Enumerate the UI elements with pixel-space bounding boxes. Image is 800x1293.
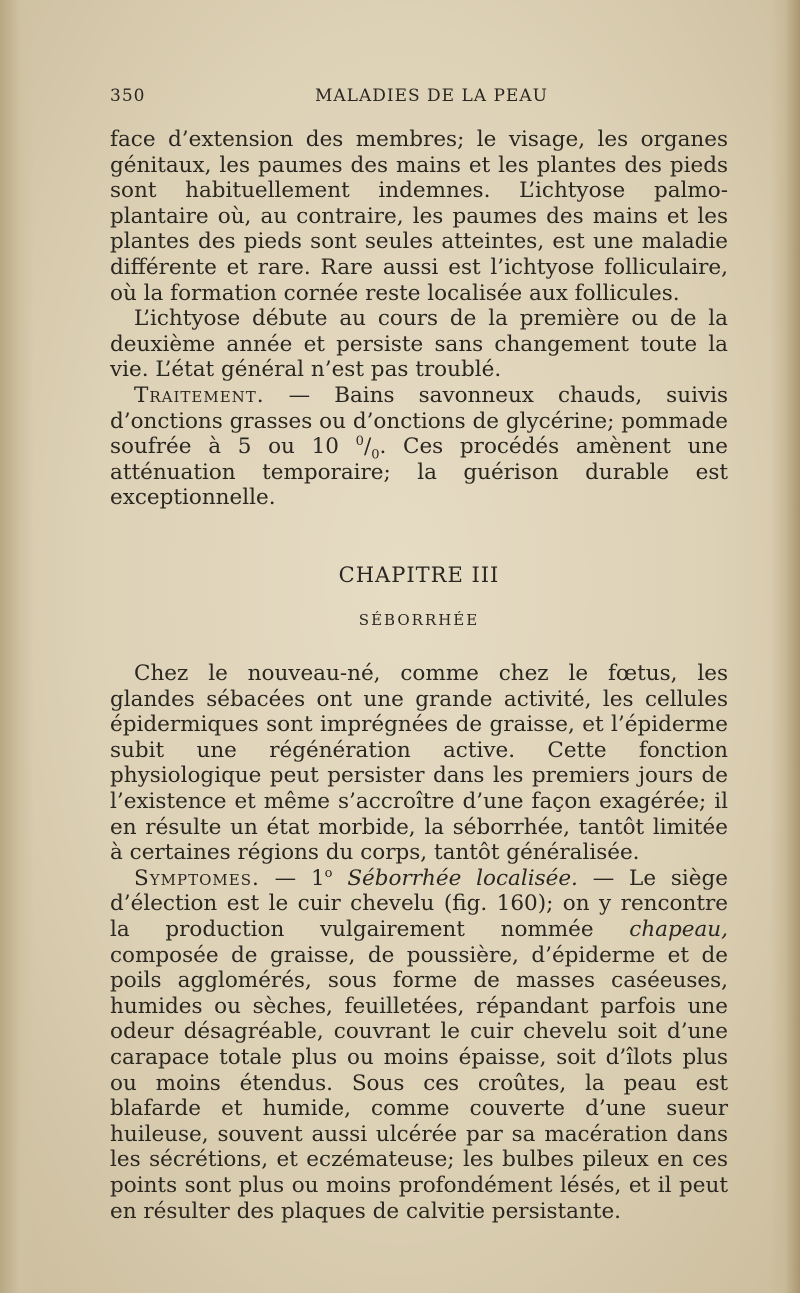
subheading-seborrhee-localisee: Séborrhée localisée. [347,865,578,891]
chapter-subtitle: SÉBORRHÉE [358,610,480,629]
section-label-symptomes: Symptomes. [134,865,260,891]
paragraph-seborrhee-intro: Chez le nouveau-né, comme chez le fœtus, les glandes sébacées ont une grande activité, les cellules épidermiques sont imprégnées de graisse, et l’épiderme subit une régénération active. Cette fonction physiologique peut persister dans les premiers jours de l’existence et même s’accroître d’une façon exagérée; il en résulte un état morbide, la séborrhée, tantôt limitée à certaines régions du corps, tantôt généralisée. [110,661,728,866]
chapter-title: CHAPITRE III [338,562,500,587]
page-number: 350 [110,86,146,106]
symptomes-space [332,866,347,891]
section-gap [110,633,728,661]
page-edge-left [0,0,34,1293]
percent-slash: / [363,434,372,460]
paragraph-symptomes [110,866,728,1224]
page-edge-right [770,0,800,1293]
symptomes-text-c: composée de graisse, de poussière, d’épiderme et de poils agglomérés, sous forme de masses caséeuses, humides ou sèches, feuilletées, répandant parfois une odeur désagréable, couvrant le cuir chevelu soit d’une carapace totale plus ou moins épaisse, soit d’îlots plus ou moins étendus. Sous ces croûtes, la peau est blafarde et humide, comme couverte d’une sueur huileuse, souvent aussi ulcérée par sa macération dans les sécrétions, et eczémateuse; les bulbes pileux en ces points sont plus ou moins profondément lésés, et il peut en résulter des plaques de calvitie persistante. [110,942,728,1224]
traitement-text-b: . Ces procédés amènent une atténuation temporaire; la guérison durable est exceptionnelle. [110,434,728,511]
percent-sup: 0 [355,433,364,449]
traitement-text-a: — Bains savonneux chauds, suivis d’onctions grasses ou d’onctions de glycérine; pommade soufrée à 5 ou 10 [110,382,728,460]
percent-sub: 0 [371,447,380,463]
symptomes-text-b: — Le siège d’élection est le cuir chevelu (fig. 160); on y rencontre la production vulgairement nommée [110,865,729,943]
ordinal-sup: o [324,865,333,881]
paragraph-ichtyose-extent: face d’extension des membres; le visage, les organes génitaux, les paumes des mains et les plantes des pieds sont habituellement indemnes. L’ichtyose palmo-plantaire où, au contraire, les paumes des mains et les plantes des pieds sont seules atteintes, est une maladie différente et rare. Rare aussi est l’ichtyose folliculaire, où la formation cornée reste localisée aux follicules. [110,127,728,306]
paragraph-ichtyose-onset: L’ichtyose débute au cours de la première ou de la deuxième année et persiste sans changement toute la vie. L’état général n’est pas troublé. [110,306,728,383]
running-head: MALADIES DE LA PEAU [315,86,548,106]
symptomes-text-a: — 1 [259,865,325,891]
section-label-traitement: Traitement. [134,382,265,408]
body-text [110,127,728,1224]
page-header [110,86,730,112]
paragraph-traitement [110,383,728,511]
term-chapeau: chapeau, [629,917,728,943]
